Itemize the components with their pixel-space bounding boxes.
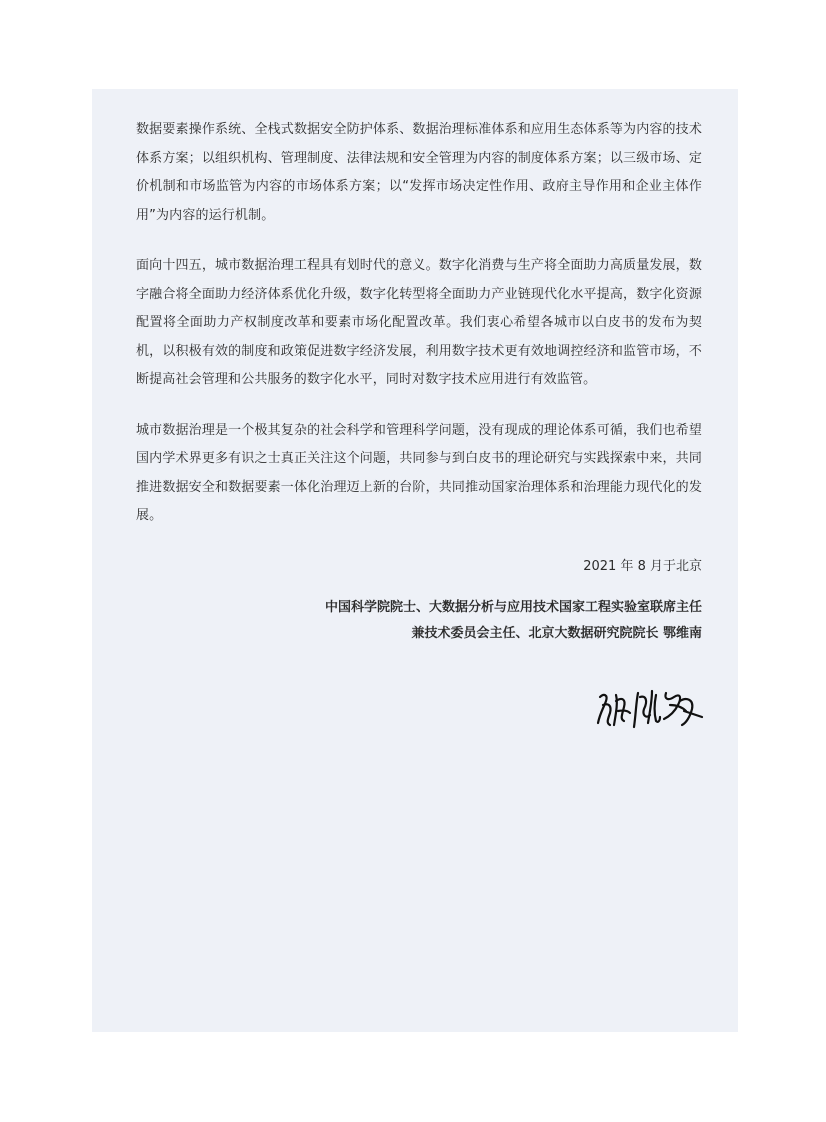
date-line: 2021 年 8 月于北京 [583,558,702,574]
signature-title-line-2: 兼技术委员会主任、北京大数据研究院院长 鄂维南 [411,625,702,641]
document-panel [92,89,738,1032]
paragraph-3: 城市数据治理是一个极其复杂的社会科学和管理科学问题，没有现成的理论体系可循，我们也希望国内学术界更多有识之士真正关注这个问题，共同参与到白皮书的理论研究与实践探索中来，共同推进数据安全和数据要素一体化治理迈上新的台阶，共同推动国家治理体系和治理能力现代化的发展。 [136,422,702,523]
paragraph-2: 面向十四五，城市数据治理工程具有划时代的意义。数字化消费与生产将全面助力高质量发展，数字融合将全面助力经济体系优化升级，数字化转型将全面助力产业链现代化水平提高，数字化资源配置将全面助力产权制度改革和要素市场化配置改革。我们衷心希望各城市以白皮书的发布为契机，以积极有效的制度和政策促进数字经济发展，利用数字技术更有效地调控经济和监管市场，不断提高社会管理和公共服务的数字化水平，同时对数字技术应用进行有效监管。 [136,258,702,387]
document-body [136,116,702,647]
paragraph-1: 数据要素操作系统、全栈式数据安全防护体系、数据治理标准体系和应用生态体系等为内容的技术体系方案；以组织机构、管理制度、法律法规和安全管理为内容的制度体系方案；以三级市场、定价机制和市场监管为内容的市场体系方案；以“发挥市场决定性作用、政府主导作用和企业主体作用”为内容的运行机制。 [136,122,702,223]
signature-title-line-1: 中国科学院院士、大数据分析与应用技术国家工程实验室联席主任 [324,599,702,615]
handwritten-signature [594,683,706,729]
